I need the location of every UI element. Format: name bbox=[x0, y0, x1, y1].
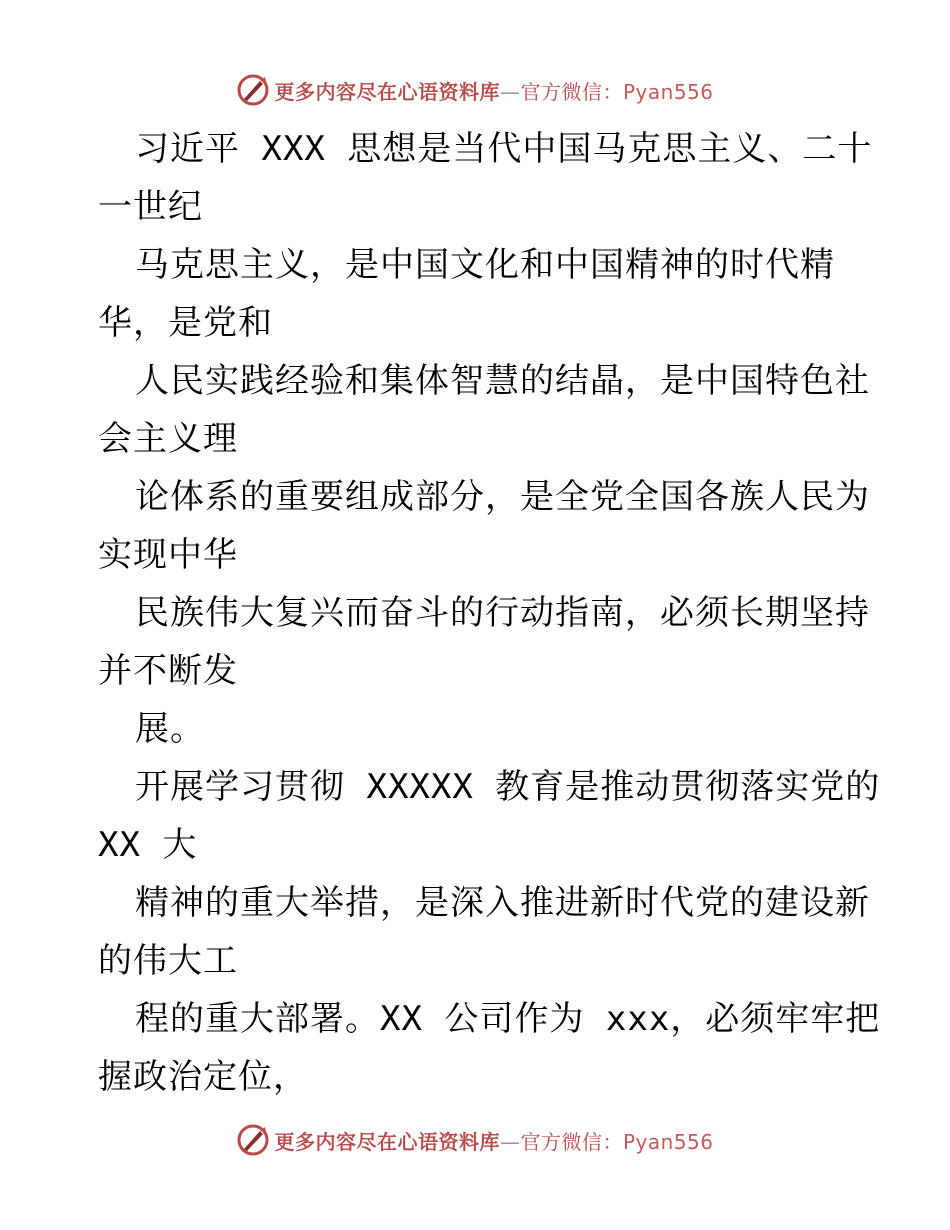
watermark-label: 官方微信： bbox=[520, 79, 623, 104]
watermark-brand: 更多内容尽在心语资料库 bbox=[274, 79, 500, 104]
text-line: 程的重大部署。XX 公司作为 xxx，必须牢牢把 bbox=[135, 999, 881, 1039]
watermark-text bbox=[274, 76, 713, 105]
text-line: 实现中华 bbox=[98, 535, 238, 575]
text-line: 论体系的重要组成部分，是全党全国各族人民为 bbox=[135, 477, 870, 517]
text-line: 习近平 XXX 思想是当代中国马克思主义、二十 bbox=[135, 129, 873, 169]
text-line: 人民实践经验和集体智慧的结晶，是中国特色社 bbox=[135, 361, 870, 401]
text-line: 握政治定位， bbox=[98, 1057, 308, 1097]
watermark-label: 官方微信： bbox=[520, 1129, 623, 1154]
text-line: 民族伟大复兴而奋斗的行动指南，必须长期坚持 bbox=[135, 593, 870, 633]
watermark-dash: — bbox=[499, 1129, 521, 1154]
text-line: XX 大 bbox=[98, 825, 198, 865]
text-line: 的伟大工 bbox=[98, 941, 238, 981]
text-line: 一世纪 bbox=[98, 187, 203, 227]
text-line: 精神的重大举措，是深入推进新时代党的建设新 bbox=[135, 883, 870, 923]
watermark-brand: 更多内容尽在心语资料库 bbox=[274, 1129, 500, 1154]
text-line: 并不断发 bbox=[98, 651, 238, 691]
text-line: 华，是党和 bbox=[98, 303, 273, 343]
text-line: 马克思主义，是中国文化和中国精神的时代精 bbox=[135, 245, 835, 285]
watermark-id: Pyan556 bbox=[622, 79, 714, 104]
footer-watermark bbox=[0, 1120, 950, 1160]
text-line: 展。 bbox=[135, 709, 205, 749]
watermark-text bbox=[274, 1126, 713, 1155]
text-line: 开展学习贯彻 XXXXX 教育是推动贯彻落实党的 bbox=[135, 767, 881, 807]
document-body bbox=[98, 120, 888, 1106]
quill-logo-icon bbox=[236, 73, 270, 107]
quill-logo-icon bbox=[236, 1123, 270, 1157]
header-watermark bbox=[0, 70, 950, 110]
watermark-id: Pyan556 bbox=[622, 1129, 714, 1154]
watermark-dash: — bbox=[499, 79, 521, 104]
text-line: 会主义理 bbox=[98, 419, 238, 459]
